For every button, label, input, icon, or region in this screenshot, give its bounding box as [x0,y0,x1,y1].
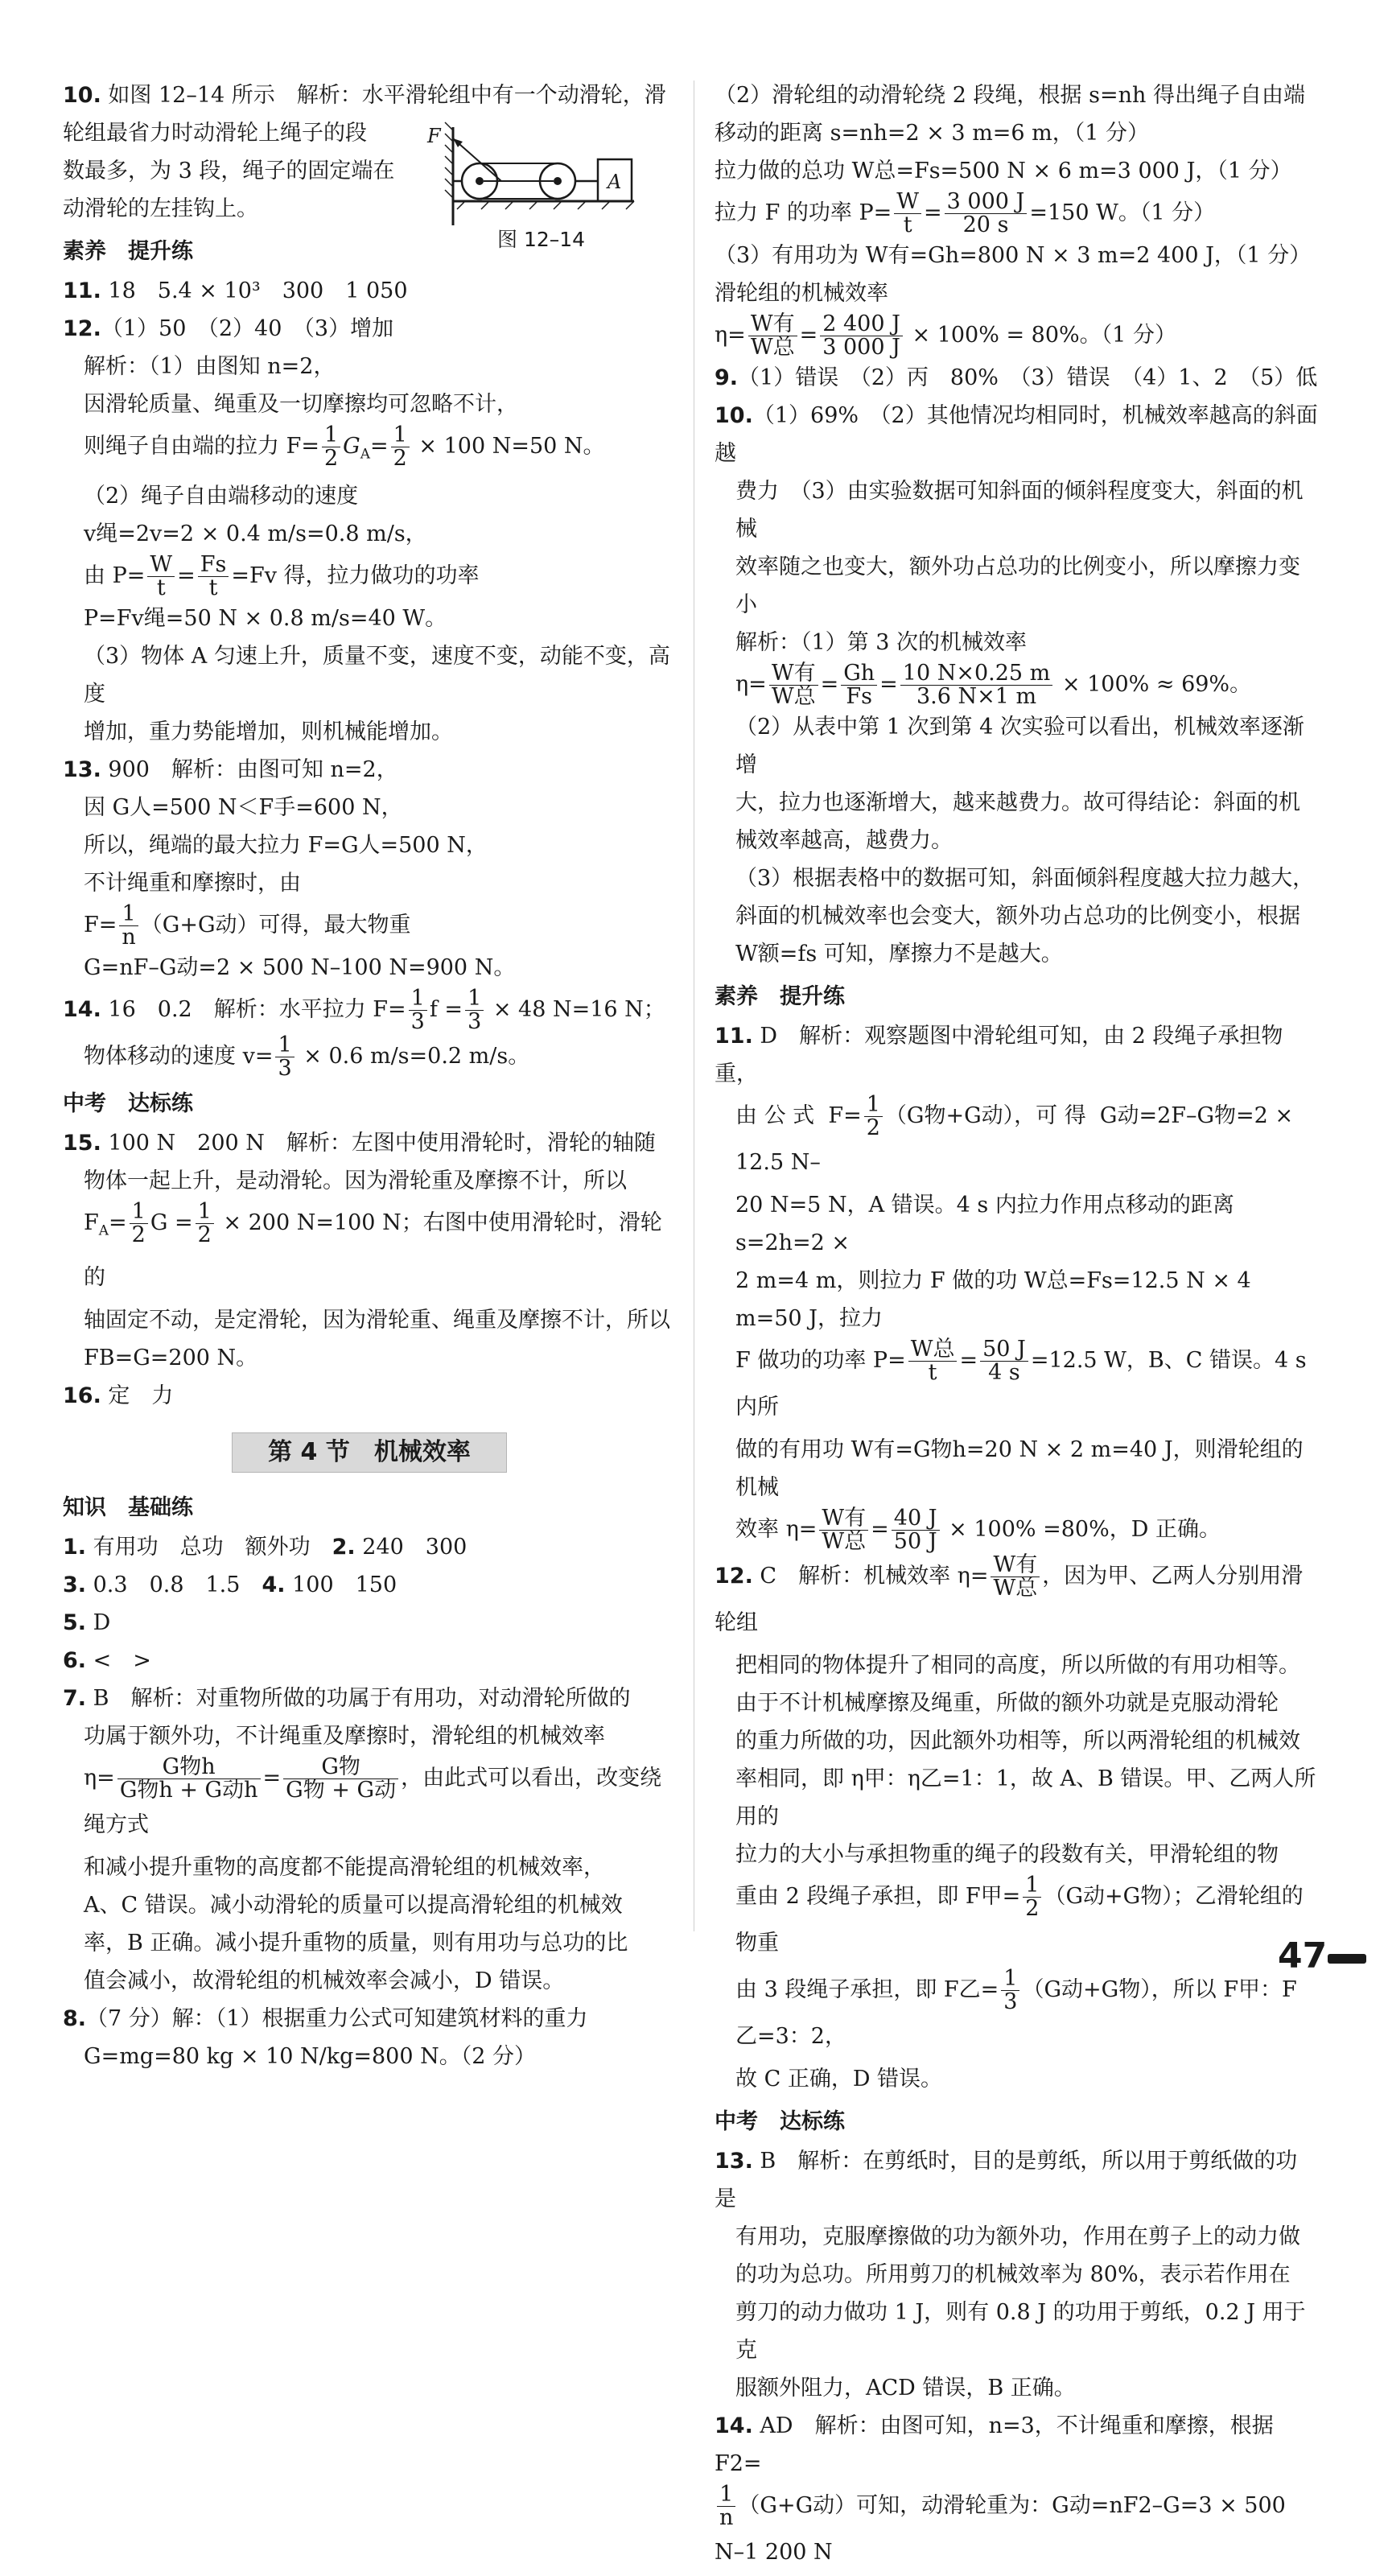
answer-text: 由 公 式 F= [735,1103,862,1128]
answer-text: × 0.6 m/s=0.2 m/s。 [296,1044,530,1070]
answer-text: η= [84,1765,115,1791]
answer-text: （G物+G动），可 得 G动=2F–G物=2 × 12.5 N– [735,1103,1300,1175]
answer-text: × 200 N=100 N；右图中使用滑轮时，滑轮的 [84,1210,662,1290]
answer-text: 率相同，即 η甲：η乙=1：1，故 A、B 错误。甲、乙两人所用的 [735,1766,1316,1829]
q-number: 12. [715,1564,753,1589]
answer-text: G=nF–G动=2 × 500 N–100 N=900 N。 [84,955,516,981]
fraction: $\frac{Gh}{Fs}$ [841,662,877,708]
figure-caption: 图 12–14 [497,228,586,251]
answer-text: =Fv 得，拉力做功的功率 [231,563,480,589]
answer-text: η= [735,672,767,697]
fixed-pulley-axle [476,177,484,185]
answer-text: （1）69% （2）其他情况均相同时，机械效率越高的斜面越 [715,403,1318,466]
answer-text: 的重力所做的功，因此额外功相等，所以两滑轮组的机械效 [735,1729,1300,1754]
answer-text: 大，拉力也逐渐增大，越来越费力。故可得结论：斜面的机 [735,790,1300,815]
section-heading: 素养 提升练 [63,239,193,264]
section-heading: 素养 提升练 [715,984,845,1009]
answer-text: × 48 N=16 N； [486,997,665,1023]
q-number: 6. [63,1647,87,1673]
answer-text: AD 解析：由图可知，n=3，不计绳重和摩擦，根据 F2= [715,2413,1281,2476]
page-number: 47 [1278,1935,1328,1976]
answer-text: 2 m=4 m，则拉力 F 做的功 W总=Fs=12.5 N × 4 m=50 J，拉力 [735,1268,1258,1331]
q-number: 14. [715,2413,753,2438]
answer-text: （3）有用功为 W有=Gh=800 N × 3 m=2 400 J，（1 分） [715,243,1312,268]
answer-text: 20 N=5 N，A 错误。4 s 内拉力作用点移动的距离 s=2h=2 × [735,1193,1242,1255]
fraction: $\frac{3 000 J}{20 s}$ [945,191,1028,237]
answer-text: 如图 12–14 所示 解析：水平滑轮组中有一个动滑轮，滑 [101,83,666,108]
fraction: $\frac{W}{t}$ [147,554,175,600]
answer-text: =150 W。（1 分） [1029,200,1216,225]
fraction: $\frac{\text{W有}}{\text{W总}}$ [769,662,818,708]
answer-text: （G动+G物），所以 F甲：F乙=3：2， [735,1977,1297,2049]
answer-text: 100 N 200 N 解析：左图中使用滑轮时，滑轮的轴随 [101,1131,656,1156]
fraction: $\frac{W}{t}$ [894,191,921,237]
answer-text: 和减小提升重物的高度都不能提高滑轮组的机械效率， [84,1854,605,1880]
fraction: $\frac{1}{n}$ [717,2483,735,2529]
answer-8 [63,2000,674,2075]
answer-text: η= [715,323,746,348]
pulley-figure [389,121,677,258]
answer-text: 率，B 正确。减小提升重物的质量，则有用功与总功的比 [84,1930,628,1956]
force-label: F [427,125,441,147]
answer-text: B 解析：在剪纸时，目的是剪纸，所以用于剪纸做的功是 [715,2149,1298,2211]
answer-text: 因 G人=500 N＜F手=600 N， [84,795,403,821]
answer-text: （1）50 （2）40 （3）增加 [101,316,394,341]
left-column [63,76,674,2075]
rope-free-end [453,138,501,181]
answer-text: 效率 η= [735,1517,818,1542]
answer-text: G = [150,1210,193,1236]
pulley-diagram [389,121,677,225]
answer-text: 有用功，克服摩擦做的功为额外功，作用在剪子上的动力做 [735,2224,1300,2249]
answer-15: 15. 100 N 200 N 解析：左图中使用滑轮时，滑轮的轴随 物体一起上升，是动滑轮。因为滑轮重及摩擦不计，所以 $F_A=$ $\frac{1}{2}$ G = $\frac{1}{2}$ × 200 N=100 N；右图中使用滑轮时，滑轮的 轴固定不动，是定滑轮，因为滑轮重、绳重及摩擦不计，所以 FB=G=200 N。 [63,1124,674,1376]
q-number: 13. [63,757,101,783]
answer-8-continued [715,76,1318,359]
answer-text: ，由此式可以看出，改变绕绳方式 [84,1765,662,1837]
fraction: $\frac{10 N\times 0.25 m}{3.6 N\times 1 m}$ [900,662,1053,708]
answer-text: 不计绳重和摩擦时，由 [84,871,301,896]
answer-text: × 100% =80%，D 正确。 [941,1517,1221,1542]
fraction: $\frac{40 J}{50 J}$ [892,1507,940,1553]
q-number: 3. [63,1572,87,1597]
answer-text: 增加，重力势能增加，则机械能增加。 [84,719,453,745]
answer-text: （7 分）解：（1）根据重力公式可知建筑材料的重力 [86,2005,588,2031]
fraction: $\frac{1}{3}$ [465,987,484,1033]
fraction: $\frac{Fs}{t}$ [198,554,229,600]
fraction: $\frac{1}{n}$ [119,903,138,949]
fraction: $\frac{\text{W有}}{\text{W总}}$ [748,313,797,359]
q-number: 5. [63,1609,87,1635]
answer-text: 效率随之也变大，额外功占总功的比例变小，所以摩擦力变小 [735,554,1300,617]
answer-text: （G动+G物）；乙滑轮组的物重 [735,1884,1304,1956]
answer-12: 12.（1）50 （2）40 （3）增加 解析：（1）由图知 n=2， 因滑轮质量、绳重及一切摩擦均可忽略不计， 则绳子自由端的拉力 F= $\frac{1}{2}$ $G_A=$ $\frac{1}{2}$ × 100 N=50 N。 （2）绳子自由端移动的速度 v绳=2v=2 × 0.4 m/s=0.8 m/s， 由 P= $\frac{W}{t}$ = $\frac{Fs}{t}$ =Fv 得，拉力做功的功率 P=Fv绳=50 N × 0.8 m/s=40 W。 （3）物体 A 匀速上升，质量不变，速度不变，动能不变，高度 增加，重力势能增加，则机械能增加。 [63,310,674,751]
answer-text: 物体移动的速度 v= [84,1044,274,1070]
answer-text: 功属于额外功，不计绳重及摩擦时，滑轮组的机械效率 [84,1723,605,1749]
answer-text: 的功为总功。所用剪刀的机械效率为 80%，表示若作用在 [735,2262,1291,2287]
answer-text: 把相同的物体提升了相同的高度，所以所做的有用功相等。 [735,1653,1300,1678]
fraction: $\frac{1}{2}$ [864,1094,883,1140]
answer-text: 拉力做的总功 W总=Fs=500 N × 6 m=3 000 J，（1 分） [715,159,1292,183]
answer-text: ，因为甲、乙两人分别用滑轮组 [715,1564,1304,1635]
answer-text: （2）滑轮组的动滑轮绕 2 段绳，根据 s=nh 得出绳子自由端 [715,83,1305,108]
section-heading: 知识 基础练 [63,1494,193,1520]
answer-text: f = [429,997,463,1023]
answer-text: × 100 N=50 N。 [411,434,605,459]
answer-text: 费力 （3）由实验数据可知斜面的倾斜程度变大，斜面的机械 [735,479,1304,542]
answer-text: 则绳子自由端的拉力 F= [84,434,319,459]
fraction: $\frac{2 400 J}{3 000 J}$ [820,313,903,359]
answer-text: A、C 错误。减小动滑轮的质量可以提高滑轮组的机械效 [84,1892,623,1918]
fraction: $\frac{1}{3}$ [409,987,427,1033]
fraction: $\frac{1}{2}$ [130,1201,148,1247]
answer-text: × 100% ≈ 69%。 [1055,672,1252,697]
moving-pulley-axle [554,177,562,185]
section-title: 第 4 节 机械效率 [232,1432,507,1473]
q-number: 12. [63,316,101,341]
answer-text: 16 0.2 解析：水平拉力 F= [101,997,406,1023]
q-number: 10. [715,403,753,428]
fraction: $\frac{1}{3}$ [275,1034,294,1080]
answer-text: 轮组最省力时动滑轮上绳子的段 [63,121,367,146]
fraction: $\frac{\text{W有}}{\text{W总}}$ [819,1507,868,1553]
q-number: 16. [63,1383,101,1408]
answer-text: F 做功的功率 P= [735,1348,906,1373]
answer-text: 做的有用功 W有=G物h=20 N × 2 m=40 J，则滑轮组的机械 [735,1437,1304,1500]
answer-text: 由 3 段绳子承担，即 F乙= [735,1977,999,2002]
answer-12b [715,1553,1318,2098]
answer-7 [63,1680,674,2000]
answer-text: W额=fs 可知，摩擦力不是越大。 [735,942,1063,967]
answer-text: 240 300 [355,1534,467,1560]
answer-text: F [84,1210,99,1236]
answer-text: 故 C 正确，D 错误。 [735,2067,943,2092]
answer-text: （3）物体 A 匀速上升，质量不变，速度不变，动能不变，高度 [84,644,670,707]
answer-text: 轴固定不动，是定滑轮，因为滑轮重、绳重及摩擦不计，所以 [84,1307,670,1333]
fraction: $\frac{1}{2}$ [322,424,340,470]
answer-text: 解析：（1）第 3 次的机械效率 [735,630,1028,655]
answer-text: × 100% = 80%。（1 分） [904,323,1176,348]
q-number: 9. [715,365,739,390]
answer-text: （3）根据表格中的数据可知，斜面倾斜程度越大拉力越大， [735,866,1315,891]
fraction: $\frac{50 J}{4 s}$ [980,1338,1028,1384]
fraction: $\frac{\text{G物}}{\text{G物 + G动}}$ [283,1756,398,1802]
fraction: $\frac{1}{2}$ [196,1201,214,1247]
fraction: $\frac{\text{W有}}{\text{W总}}$ [991,1554,1040,1600]
answer-text: 物体一起上升，是动滑轮。因为滑轮重及摩擦不计，所以 [84,1168,627,1194]
answer-text: 由于不计机械摩擦及绳重，所做的额外功就是克服动滑轮 [735,1691,1279,1716]
page-number-bar [1328,1954,1366,1964]
q-number: 4. [262,1572,286,1597]
answer-text: D 解析：观察题图中滑轮组可知，由 2 段绳子承担物重， [715,1024,1283,1086]
answer-text: 服额外阻力，ACD 错误，B 正确。 [735,2376,1076,2401]
block-label: A [608,171,622,193]
answer-text: = [109,1210,127,1236]
answer-14b [715,2407,1318,2576]
answer-10b [715,397,1318,973]
answer-text: = [959,1348,978,1373]
answer-text: P=Fv绳=50 N × 0.8 m/s=40 W。 [84,606,447,632]
fraction: $\frac{1}{2}$ [391,424,410,470]
answer-text: = [262,1765,282,1791]
answer-text: 滑轮组的机械效率 [715,281,888,306]
answer-text: FB=G=200 N。 [84,1345,258,1370]
answer-text: = [370,434,389,459]
answer-text: 值会减小，故滑轮组的机械效率会减小，D 错误。 [84,1968,565,1993]
answer-text: 定 力 [101,1383,174,1408]
answer-text: = [924,200,942,225]
answer-text: 因滑轮质量、绳重及一切摩擦均可忽略不计， [84,392,518,417]
answer-text: 0.3 0.8 1.5 [86,1572,262,1597]
answer-text: v绳=2v=2 × 0.4 m/s=0.8 m/s， [84,521,427,547]
q-number: 15. [63,1131,101,1156]
fraction: $\frac{\text{W总}}{t}$ [908,1338,958,1384]
answer-text: 械效率越高，越费力。 [735,828,953,853]
answer-text: < > [86,1647,151,1673]
section-heading: 中考 达标练 [715,2109,845,2134]
answer-text: 解析：（1）由图知 n=2， [84,354,336,379]
answer-text: B 解析：对重物所做的功属于有用功，对动滑轮所做的 [86,1685,631,1711]
answer-text: 100 150 [285,1572,397,1597]
answer-text: 18 5.4 × 10³ 300 1 050 [101,278,408,303]
answer-text: 由 P= [84,563,146,589]
answer-text: 拉力 F 的功率 P= [715,200,892,225]
q-number: 7. [63,1685,87,1711]
answer-text: =12.5 W，B、C 错误。4 s 内所 [735,1348,1314,1420]
answer-text: 拉力的大小与承担物重的绳子的段数有关，甲滑轮组的物 [735,1842,1279,1867]
answer-text: （1）错误 （2）丙 80% （3）错误 （4）1、2 （5）低 [738,365,1318,390]
fraction: $\frac{1}{2}$ [1023,1874,1041,1920]
answer-14 [63,987,674,1080]
answer-text: = [820,672,839,697]
answer-text: （G+G动）可得，最大物重 [140,913,411,938]
q-number: 13. [715,2149,753,2174]
answer-text: = [871,1517,889,1542]
q-number: 2. [332,1534,356,1560]
answer-text: 有用功 总功 额外功 [86,1534,332,1560]
q-number: 11. [63,278,101,303]
answer-text: 剪刀的动力做功 1 J，则有 0.8 J 的功用于剪纸，0.2 J 用于克 [735,2300,1306,2363]
answer-13 [63,751,674,987]
answer-text: D [86,1609,111,1635]
answer-text: = [799,323,818,348]
answer-text: 900 解析：由图可知 n=2， [101,757,398,783]
answer-text: 所以，绳端的最大拉力 F=G人=500 N， [84,833,488,859]
answer-11b [715,1017,1318,1553]
answer-text: G=mg=80 kg × 10 N/kg=800 N。（2 分） [84,2043,537,2069]
answer-text: C 解析：机械效率 η= [752,1564,989,1589]
answer-text: （2）绳子自由端移动的速度 [84,484,359,509]
answer-text: （G+G动）可知，动滑轮重为：G动=nF2–G=3 × 500 N–1 200 N [715,2493,1293,2565]
q-number: 1. [63,1534,87,1560]
answer-text: 移动的距离 s=nh=2 × 3 m=6 m，（1 分） [715,121,1150,146]
right-column [715,76,1318,2576]
answer-text: = [879,672,898,697]
q-number: 11. [715,1024,753,1049]
q-number: 14. [63,997,101,1023]
math-var: G [343,434,360,459]
answer-text: 斜面的机械效率也会变大，额外功占总功的比例变小，根据 [735,904,1300,929]
fraction: $\frac{\text{G物h}}{\text{G物h + G动h}}$ [117,1756,261,1802]
answer-13b [715,2142,1318,2407]
fraction: $\frac{1}{3}$ [1001,1968,1019,2013]
q-number: 8. [63,2005,87,2031]
q-number: 10. [63,83,101,108]
answer-text: = [177,563,196,589]
section-heading: 中考 达标练 [63,1091,193,1117]
answer-text: 数最多，为 3 段，绳子的固定端在 [63,159,395,183]
answer-text: （2）从表中第 1 次到第 4 次实验可以看出，机械效率逐渐增 [735,715,1304,777]
answer-text: 重由 2 段绳子承担，即 F甲= [735,1884,1021,1909]
answer-text: F= [84,913,117,938]
answer-text: 动滑轮的左挂钩上。 [63,196,258,221]
